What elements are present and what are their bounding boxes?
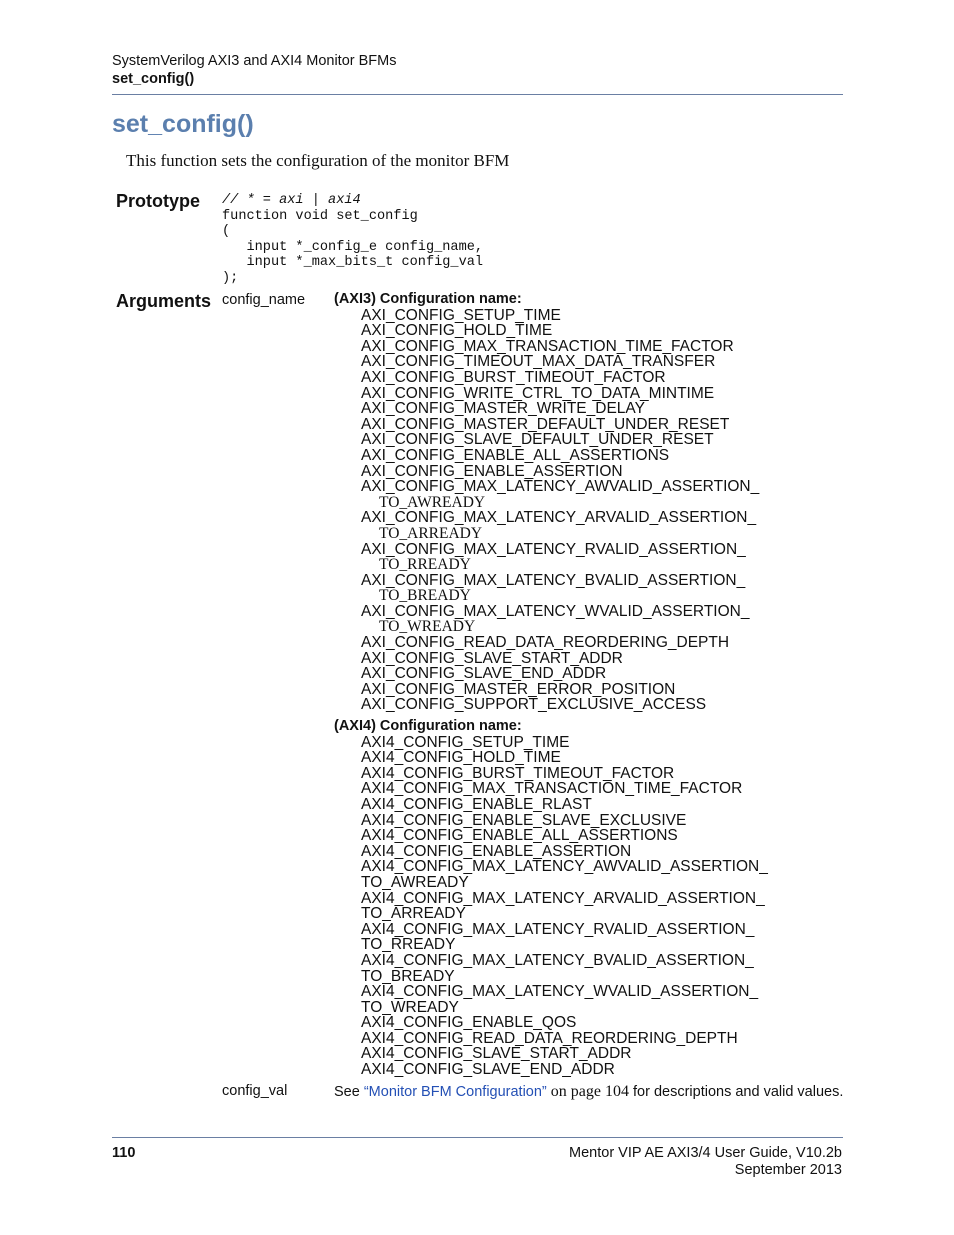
config-name-item: AXI4_CONFIG_MAX_LATENCY_ARVALID_ASSERTION_	[361, 889, 765, 907]
config-name-item: AXI_CONFIG_ENABLE_ALL_ASSERTIONS	[361, 446, 670, 464]
prototype-code	[222, 193, 483, 287]
config-name-continuation: TO_ARREADY	[379, 524, 483, 542]
footer-rule	[112, 1137, 843, 1138]
prototype-line: (	[222, 224, 231, 240]
axi4-config-group	[334, 719, 768, 1078]
see-suffix: for descriptions and valid values.	[628, 1084, 844, 1100]
prototype-label: Prototype	[116, 191, 201, 211]
header-section: set_config()	[112, 71, 195, 87]
axi3-config-group	[334, 292, 759, 713]
prototype-line: input *_max_bits_t config_val	[222, 255, 484, 271]
config-name-item: AXI4_CONFIG_ENABLE_QOS	[361, 1014, 577, 1032]
config-name-continuation: TO_WREADY	[379, 618, 476, 636]
config-name-continuation: TO_AWREADY	[361, 873, 469, 891]
config-name-item: AXI4_CONFIG_MAX_TRANSACTION_TIME_FACTOR	[361, 780, 743, 798]
footer-doc-title: Mentor VIP AE AXI3/4 User Guide, V10.2b	[569, 1145, 842, 1161]
config-name-item: AXI_CONFIG_SLAVE_END_ADDR	[361, 665, 607, 683]
axi4-heading: (AXI4) Configuration name:	[334, 718, 522, 734]
config-name-continuation: TO_RREADY	[361, 936, 456, 954]
footer-doc-info	[569, 1145, 842, 1179]
config-name-item: AXI4_CONFIG_MAX_LATENCY_BVALID_ASSERTION_	[361, 951, 754, 969]
config-name-item: AXI4_CONFIG_MAX_LATENCY_WVALID_ASSERTION_	[361, 983, 759, 1001]
config-name-item: AXI_CONFIG_MASTER_WRITE_DELAY	[361, 400, 645, 418]
config-name-continuation: TO_RREADY	[379, 556, 471, 574]
running-header	[112, 52, 397, 88]
config-name-item: AXI4_CONFIG_MAX_LATENCY_RVALID_ASSERTION_	[361, 920, 755, 938]
prototype-lines	[222, 209, 483, 287]
config-name-item: AXI4_CONFIG_ENABLE_ASSERTION	[361, 842, 632, 860]
config-name-continuation: TO_WREADY	[361, 998, 459, 1016]
axi4-config-list	[334, 735, 768, 1078]
arguments-label: Arguments	[116, 291, 212, 311]
config-name-item: AXI4_CONFIG_HOLD_TIME	[361, 749, 561, 767]
config-name-continuation: TO_BREADY	[361, 967, 455, 985]
arg-config-name: config_name	[222, 292, 306, 308]
config-name-item: AXI4_CONFIG_SLAVE_START_ADDR	[361, 1045, 632, 1063]
axi3-config-list	[334, 308, 759, 713]
arg-config-val: config_val	[222, 1083, 288, 1099]
config-name-item: AXI4_CONFIG_SETUP_TIME	[361, 733, 570, 751]
config-name-item: AXI_CONFIG_SETUP_TIME	[361, 306, 561, 324]
intro-paragraph: This function sets the configuration of the monitor BFM	[126, 151, 510, 170]
config-name-item: AXI_CONFIG_MAX_LATENCY_AWVALID_ASSERTION_	[361, 478, 760, 496]
config-name-item: AXI4_CONFIG_ENABLE_RLAST	[361, 795, 592, 813]
config-name-item: AXI_CONFIG_ENABLE_ASSERTION	[361, 462, 623, 480]
config-name-item: AXI_CONFIG_SLAVE_START_ADDR	[361, 649, 623, 667]
monitor-bfm-configuration-link[interactable]: “Monitor BFM Configuration”	[363, 1084, 547, 1100]
page-title: set_config()	[112, 110, 254, 138]
config-name-item: AXI_CONFIG_WRITE_CTRL_TO_DATA_MINTIME	[361, 384, 715, 402]
config-name-item: AXI_CONFIG_MAX_LATENCY_ARVALID_ASSERTION_	[361, 509, 757, 527]
config-name-item: AXI_CONFIG_MASTER_DEFAULT_UNDER_RESET	[361, 415, 730, 433]
config-val-description	[334, 1083, 843, 1101]
config-name-item: AXI_CONFIG_TIMEOUT_MAX_DATA_TRANSFER	[361, 353, 716, 371]
see-prefix: See	[334, 1084, 364, 1100]
header-rule	[112, 94, 843, 95]
prototype-comment: // * = axi | axi4	[222, 193, 361, 208]
config-name-item: AXI_CONFIG_BURST_TIMEOUT_FACTOR	[361, 368, 666, 386]
config-name-item: AXI_CONFIG_MASTER_ERROR_POSITION	[361, 680, 676, 698]
config-name-item: AXI4_CONFIG_ENABLE_SLAVE_EXCLUSIVE	[361, 811, 687, 829]
config-name-item: AXI4_CONFIG_READ_DATA_REORDERING_DEPTH	[361, 1029, 738, 1047]
config-name-continuation: TO_ARREADY	[361, 905, 466, 923]
header-chapter: SystemVerilog AXI3 and AXI4 Monitor BFMs	[112, 53, 397, 69]
config-name-continuation: TO_BREADY	[379, 587, 471, 605]
config-name-item: AXI4_CONFIG_MAX_LATENCY_AWVALID_ASSERTION_	[361, 858, 768, 876]
axi3-heading: (AXI3) Configuration name:	[334, 291, 522, 307]
prototype-line: input *_config_e config_name,	[222, 239, 484, 255]
config-name-item: AXI_CONFIG_MAX_LATENCY_RVALID_ASSERTION_	[361, 540, 746, 558]
page-reference: on page 104	[546, 1083, 629, 1100]
config-name-item: AXI_CONFIG_SLAVE_DEFAULT_UNDER_RESET	[361, 431, 714, 449]
config-name-item: AXI_CONFIG_MAX_LATENCY_BVALID_ASSERTION_	[361, 571, 746, 589]
config-name-item: AXI4_CONFIG_SLAVE_END_ADDR	[361, 1061, 615, 1079]
footer-date: September 2013	[734, 1162, 842, 1178]
config-name-item: AXI_CONFIG_SUPPORT_EXCLUSIVE_ACCESS	[361, 696, 707, 714]
config-name-item: AXI_CONFIG_READ_DATA_REORDERING_DEPTH	[361, 634, 730, 652]
page-number: 110	[112, 1145, 136, 1161]
config-name-item: AXI_CONFIG_MAX_TRANSACTION_TIME_FACTOR	[361, 337, 734, 355]
prototype-line: );	[222, 270, 239, 286]
config-name-item: AXI4_CONFIG_BURST_TIMEOUT_FACTOR	[361, 764, 675, 782]
prototype-line: function void set_config	[222, 208, 418, 224]
config-name-continuation: TO_AWREADY	[379, 493, 486, 511]
config-name-item: AXI_CONFIG_MAX_LATENCY_WVALID_ASSERTION_	[361, 602, 750, 620]
config-name-item: AXI_CONFIG_HOLD_TIME	[361, 322, 553, 340]
config-name-item: AXI4_CONFIG_ENABLE_ALL_ASSERTIONS	[361, 827, 678, 845]
